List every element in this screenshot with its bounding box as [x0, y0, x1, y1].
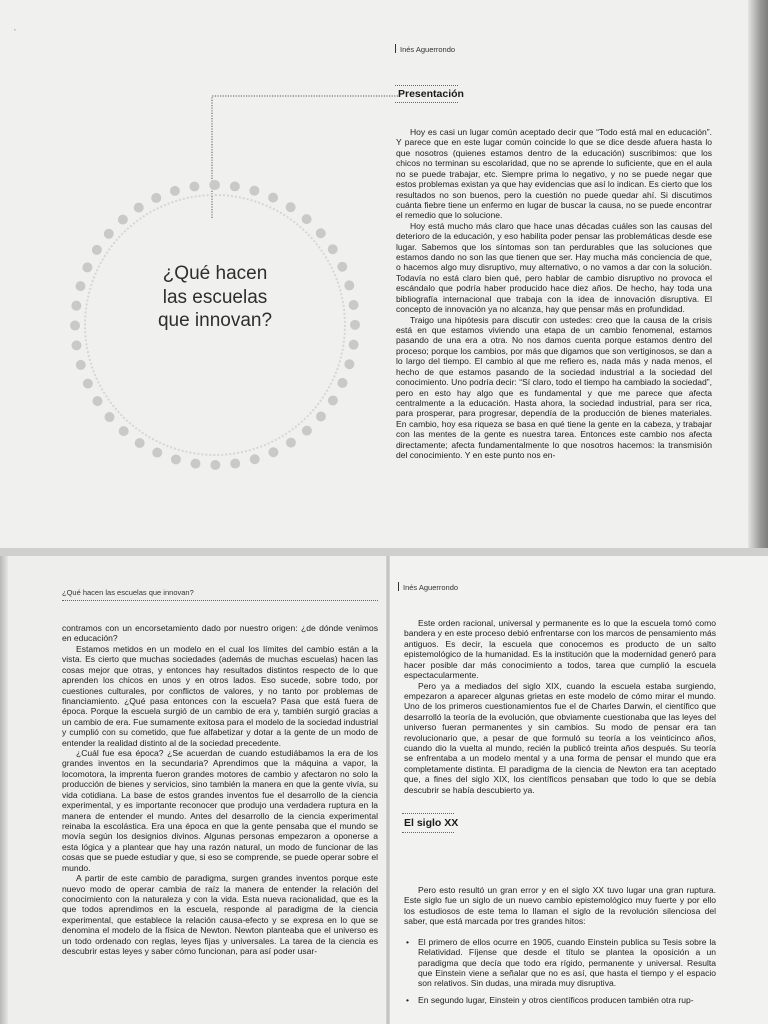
paragraph: Pero ya a mediados del siglo XIX, cuando la escuela estaba surgiendo, empezaron a aparecer algunas grietas en este modelo de cómo mirar el mundo. Uno de los primeros cuestionamientos fue el de Charles Darwin, el científico que desarrolló la teoría de la evolución, que obviamente cuestionaba que las leyes del universo fueran permanentes y sin cambios. Su modo de pensar era tan revolucionario que, a pesar de que formuló su teoría a los veinticinco años, cuando dio la vuelta al mundo, recién la publicó treinta años después. Su teoría se enfrentaba a un modelo mental y a una forma de pensar el mundo que era completamente distinta. El paradigma de la ciencia de Newton era tan aceptado que, a fines del siglo XIX, los científicos pensaban que todo lo que se debía descubrir se había descubierto ya. — [404, 680, 716, 795]
page-edge-shadow — [748, 0, 768, 548]
running-head-rule — [62, 600, 378, 601]
paragraph: Hoy está mucho más claro que hace unas décadas cuáles son las causas del deterioro de la educación, y eso habilita poder pensar las problemáticas desde ese lugar. Sabemos que los síntomas son tan perdurables que las soluciones que estamos dando no son las que tienen que ser. Hay mucha más conciencia de que, o hacemos algo muy disruptivo, muy alternativo, o no vamos a dar con la solución. Todavía no está claro bien qué, pero hablar de cambio disruptivo no provoca el escándalo que podría haber producido hace diez años. De hecho, hay toda una bibliografía internacional que trabaja con la idea de innovación disruptiva. El concepto de innovación ya no alcanza, hay que pensar más en profundidad. — [396, 220, 712, 315]
section-rule-bottom — [395, 102, 458, 103]
paragraph: A partir de este cambio de paradigma, surgen grandes inventos porque este nuevo modo de operar cambia de raíz la manera de entender la relación del conocimiento con la naturaleza y con la vida. Esta nueva racionalidad, que es la que todos aprendimos en la escuela, responde al paradigma de la ciencia experimental, que establece la relación causa-efecto y se expresa en lo que se denomina el modelo de la física de Newton. Newton planteaba que el universo es un todo ordenado con reglas, leyes fijas y universales. La tarea de la ciencia es descubrir estas leyes y saber cómo funcionan, para así poder usar- — [62, 873, 378, 957]
bottom-right-page — [388, 556, 768, 1024]
section-title-siglo-xx: El siglo XX — [404, 817, 459, 829]
running-head-author: Inés Aguerrondo — [395, 44, 455, 54]
paragraph: Hoy es casi un lugar común aceptado decir que “Todo está mal en educación”. Y parece que en este lugar común coincide lo que se dice desde afuera hasta lo que nosotros (quienes estamos dentro de la educación) suscribimos: que los chicos no terminan su escolaridad, que no se aprende lo suficiente, que en el aula no se puede trabajar, etc. Siempre prima lo negativo, y no se puede negar que estos problemas existan ya que hay evidencias que así lo indican. Es cierto que los resultados no son buenos, pero la cuestión no puede quedar ahí. Si discutimos cuánta fiebre tiene un enfermo en lugar de buscar la causa, no se puede encontrar el remedio que lo solucione. — [396, 127, 712, 221]
list-item: • En segundo lugar, Einstein y otros científicos producen también otra rup- — [404, 995, 716, 1005]
bottom-right-body-text-2 — [404, 885, 716, 1005]
section-title-presentacion: Presentación — [398, 88, 464, 100]
bottom-right-body-text — [404, 618, 716, 795]
running-head-title: ¿Qué hacen las escuelas que innovan? — [62, 588, 194, 597]
section-rule-top — [402, 813, 454, 814]
paragraph: ¿Cuál fue esa época? ¿Se acuerdan de cuando estudiábamos la era de los grandes inventos en la secundaria? Aprendimos que la máquina a vapor, la locomotora, la imprenta fueron grandes motores de cambio y afectaron no solo la producción de bienes y servicios, sino también la manera en que la gente vivía, su vida cotidiana. La base de estos grandes inventos fue el desarrollo de la ciencia experimental, y es importante reconocer que produjo una verdadera ruptura en la manera de entender el mundo. Antes del desarrollo de la ciencia experimental reinaba la escolástica. Era una época en que la gente pensaba que el mundo se movía según los designios divinos. Algunas personas empezaron a oponerse a esta lógica y a plantear que hay una razón natural, un modo de funcionar de las cosas que se puede estudiar y que, si eso se comprende, se puede operar sobre el mundo. — [62, 748, 378, 873]
section-rule-bottom — [402, 832, 454, 833]
paragraph: Pero esto resultó un gran error y en el siglo XX tuvo lugar una gran ruptura. Este siglo fue un siglo de un nuevo cambio epistemológico muy fuerte y por ello los estudiosos de este tema lo llaman el siglo de la revolución silenciosa del saber, que está marcada por tres grandes hitos: — [404, 885, 716, 927]
list-item: • El primero de ellos ocurre en 1905, cuando Einstein publica su Tesis sobre la Relatividad. Fíjense que desde el título se plantea la oposición a un paradigma que decía que todo era rígido, permanente y universal. Resulta que Einstein viene a señalar que no es así, que hasta el tiempo y el espacio son relativos. Sin dudas, una mirada muy disruptiva. — [404, 937, 716, 989]
top-body-text — [396, 127, 712, 461]
bullet-list — [404, 937, 716, 1006]
paragraph: Este orden racional, universal y permanente es lo que la escuela tomó como bandera y en este proceso debió enfrentarse con los marcos de pensamiento más antiguos. Es decir, la escuela que conocemos es producto de un salto epistemológico de la humanidad. Es la institución que la modernidad generó para hacer posible dar más conocimiento a todos, tarea que cumplió la escuela espectacularmente. — [404, 618, 716, 681]
paragraph: Estamos metidos en un modelo en el cual los límites del cambio están a la vista. Es cierto que muchas sociedades (además de muchas escuelas) hacen las cosas mejor que otras, y entonces hay resultados distintos respecto de lo que aprenden los chicos en unos y en otros lados. Eso sucede, sobre todo, por cuestiones culturales, por conflictos de valores, y no tanto por problemas de financiamiento. ¿Qué pasa entonces con la escuela? Pasa que está fuera de época. Porque la escuela surgió de un cambio de era y, también surgió gracias a un cambio de era. Fue sumamente exitosa para el modelo de la sociedad industrial y cumplió con su cometido, que fue alfabetizar y dotar a la gente de un modo de entender la realidad distinto al de la sociedad precedente. — [62, 643, 378, 748]
title-line-2: las escuelas — [162, 286, 268, 308]
bottom-left-body-text — [62, 623, 378, 957]
paragraph: Traigo una hipótesis para discutir con ustedes: creo que la causa de la crisis está en que estamos viviendo una etapa de un cambio fenomenal, estamos pasando de una era a otra. No nos damos cuenta porque estamos dentro del proceso; porque los cambios, por más que digamos que son vertiginosos, se dan a lo largo del tiempo. El cambio al que me refiero es, nada más y nada menos, el hecho de que estamos pasando de la sociedad industrial a la sociedad del conocimiento. Uno podría decir: “Sí claro, todo el tiempo ha cambiado la sociedad”, pero en esto hay algo que es fundamental y que me parece que afecta centralmente a la educación. Hasta ahora, la sociedad industrial, para ser rica, para prosperar, para progresar, dependía de la producción de bienes materiales. En cambio, hoy esa riqueza se basa en qué tiene la gente en la cabeza, y trabajar con las mentes de la gente es nuestra tarea. Entonces este cambio nos afecta directamente; afecta fundamentalmente lo que nosotros hacemos: la transmisión del conocimiento. Y en este punto nos en- — [396, 314, 712, 461]
chapter-title — [120, 262, 310, 333]
running-head-author: Inés Aguerrondo — [398, 582, 458, 592]
section-rule-top — [395, 85, 458, 86]
title-line-3: que innovan? — [157, 310, 273, 331]
title-line-1: ¿Qué hacen — [162, 263, 268, 284]
margin-mark: ’ — [14, 28, 16, 37]
paragraph: contramos con un encorsetamiento dado por nuestro origen: ¿de dónde venimos en educación? — [62, 623, 378, 644]
bottom-left-page — [0, 556, 388, 1024]
book-spine — [386, 556, 390, 1024]
left-page-edge — [0, 556, 8, 1024]
